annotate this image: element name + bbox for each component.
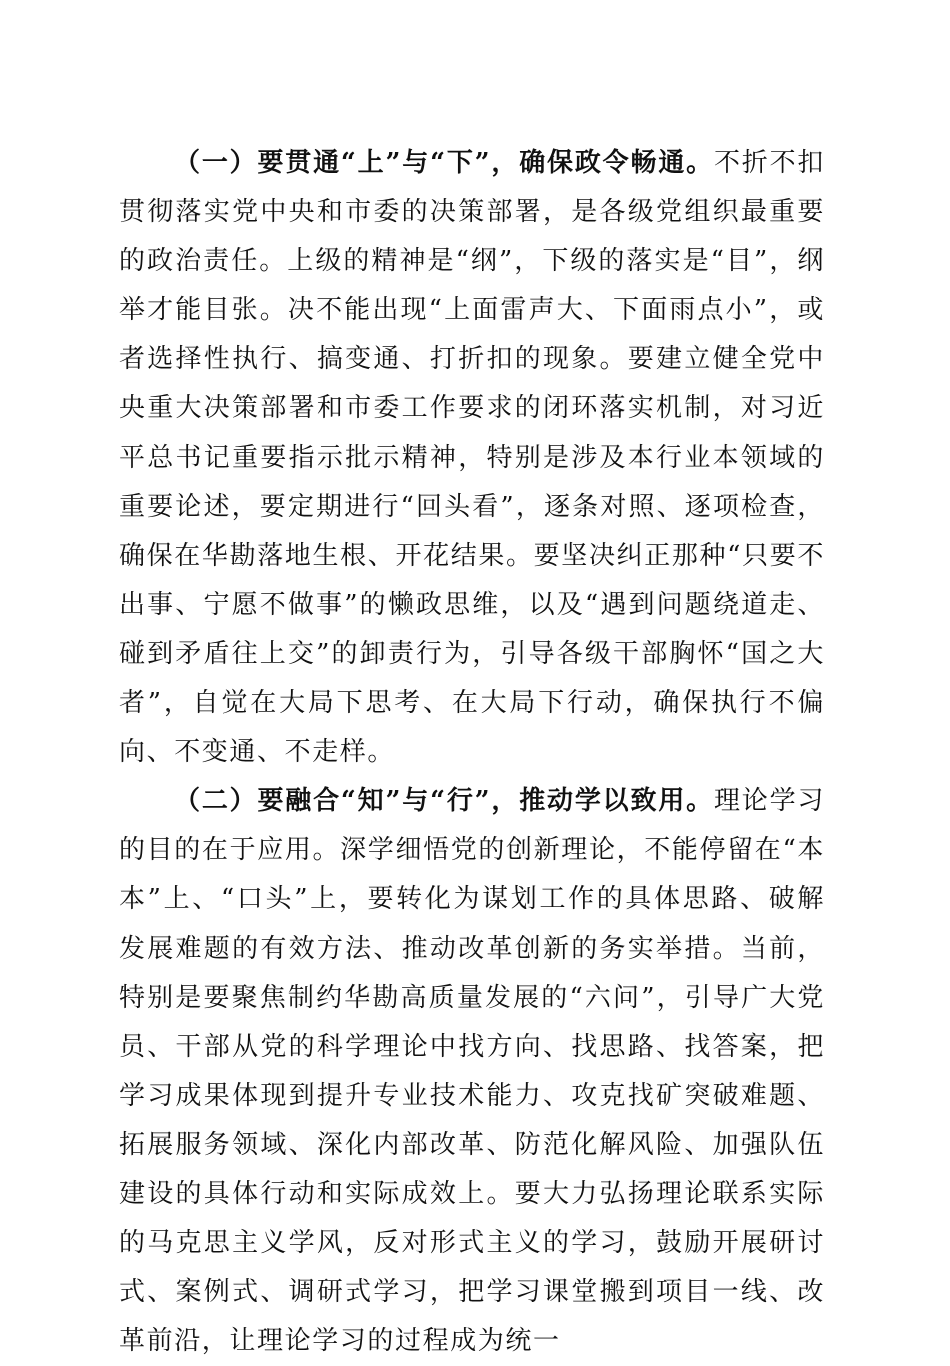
paragraph-2-heading: （二）要融合“知”与“行”，推动学以致用。	[174, 786, 714, 817]
paragraph-2	[119, 777, 825, 1366]
paragraph-1-heading: （一）要贯通“上”与“下”，确保政令畅通。	[174, 148, 714, 178]
paragraph-2-body: 理论学习的目的在于应用。深学细悟党的创新理论，不能停留在“本本”上、“口头”上，要转化为谋划工作的具体思路、破解发展难题的有效方法、推动改革创新的务实举措。当前，特别是要聚焦制约华勘高质量发展的“六问”，引导广大党员、干部从党的科学理论中找方向、找思路、找答案，把学习成果体现到提升专业技术能力、攻克找矿突破难题、拓展服务领域、深化内部改革、防范化解风险、加强队伍建设的具体行动和实际成效上。要大力弘扬理论联系实际的马克思主义学风，反对形式主义的学习，鼓励开展研讨式、案例式、调研式学习，把学习课堂搬到项目一线、改革前沿，让理论学习的过程成为统一	[119, 786, 825, 1357]
document-body	[119, 139, 825, 1366]
paragraph-1	[119, 139, 825, 777]
paragraph-1-body: 不折不扣贯彻落实党中央和市委的决策部署，是各级党组织最重要的政治责任。上级的精神是“纲”，下级的落实是“目”，纲举才能目张。决不能出现“上面雷声大、下面雨点小”，或者选择性执行、搞变通、打折扣的现象。要建立健全党中央重大决策部署和市委工作要求的闭环落实机制，对习近平总书记重要指示批示精神，特别是涉及本行业本领域的重要论述，要定期进行“回头看”，逐条对照、逐项检查，确保在华勘落地生根、开花结果。要坚决纠正那种“只要不出事、宁愿不做事”的懒政思维，以及“遇到问题绕道走、碰到矛盾往上交”的卸责行为，引导各级干部胸怀“国之大者”，自觉在大局下思考、在大局下行动，确保执行不偏向、不变通、不走样。	[119, 148, 825, 768]
